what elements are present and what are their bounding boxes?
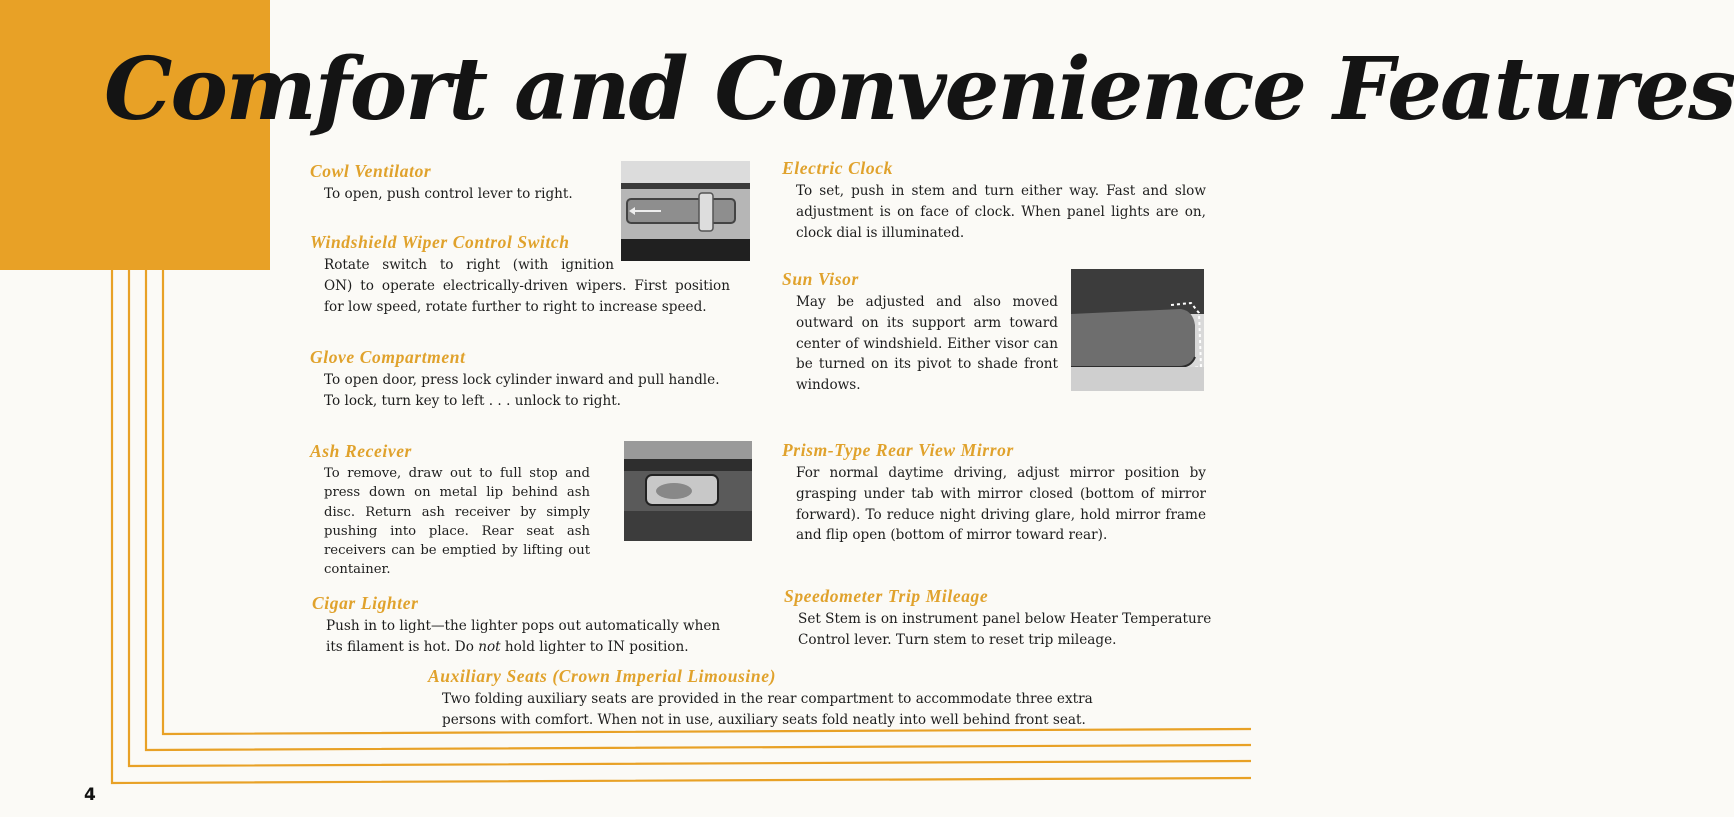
electric-clock-text: To set, push in stem and turn either way. Fast and slow adjustment is on face of clock. When panel lights are on, clock dial is illuminated. <box>796 183 1206 241</box>
section-auxiliary-seats <box>428 666 1103 731</box>
windshield-wiper-text-line2: ON) to operate electrically-driven wipers. First position for low speed, rotate further to right to increase speed. <box>324 277 730 315</box>
section-ash-receiver <box>310 441 590 580</box>
section-glove-compartment <box>310 347 735 412</box>
auxiliary-seats-text: Two folding auxiliary seats are provided in the rear compartment to accommodate three extra persons with comfort. When not in use, auxiliary seats fold neatly into well behind front seat. <box>442 691 1093 728</box>
page-title: Comfort and Convenience Features <box>104 39 1734 140</box>
section-electric-clock <box>782 158 1206 243</box>
glove-compartment-heading: Glove Compartment <box>310 347 466 367</box>
windshield-wiper-text-line1: Rotate switch to right (with ignition <box>324 257 614 273</box>
cigar-lighter-text-b: hold lighter to IN position. <box>500 638 689 655</box>
cigar-lighter-text-a: Push in to light—the lighter pops out automatically when its filament is hot. Do <box>326 618 721 655</box>
prism-mirror-text: For normal daytime driving, adjust mirror position by grasping under tab with mirror closed (bottom of mirror forward). To reduce night driving glare, hold mirror frame and flip open (bottom of mirror toward rear). <box>796 465 1206 544</box>
prism-mirror-heading: Prism-Type Rear View Mirror <box>782 440 1014 460</box>
electric-clock-heading: Electric Clock <box>782 158 893 178</box>
cigar-lighter-text <box>326 616 737 658</box>
sun-visor-photo <box>1071 269 1204 391</box>
section-prism-mirror <box>782 440 1206 546</box>
ash-receiver-text: To remove, draw out to full stop and press down on metal lip behind ash disc. Return ash receiver by simply pushing into place. Rear seat ash receivers can be emptied by lifting out container. <box>324 466 590 578</box>
cigar-lighter-heading: Cigar Lighter <box>312 593 419 613</box>
sun-visor-heading: Sun Visor <box>782 269 859 289</box>
glove-compartment-text: To open door, press lock cylinder inward and pull handle. To lock, turn key to left . . . unlock to right. <box>324 372 720 409</box>
auxiliary-seats-heading: Auxiliary Seats (Crown Imperial Limousine) <box>428 666 777 686</box>
sun-visor-text: May be adjusted and also moved outward on its support arm toward center of windshield. Either visor can be turned on its pivot to shade front windows. <box>796 294 1058 394</box>
section-sun-visor <box>782 269 1058 396</box>
windshield-wiper-heading: Windshield Wiper Control Switch <box>310 232 570 252</box>
cowl-ventilator-text: To open, push control lever to right. <box>324 186 573 202</box>
cigar-lighter-text-emph: not <box>478 638 501 655</box>
speedometer-trip-heading: Speedometer Trip Mileage <box>784 586 989 606</box>
section-cigar-lighter <box>312 593 737 658</box>
ash-receiver-heading: Ash Receiver <box>310 441 412 461</box>
section-windshield-wiper <box>310 232 732 317</box>
cowl-ventilator-heading: Cowl Ventilator <box>310 161 432 181</box>
ash-receiver-photo <box>624 441 752 541</box>
section-speedometer-trip <box>784 586 1214 651</box>
section-cowl-ventilator <box>310 161 620 205</box>
speedometer-trip-text: Set Stem is on instrument panel below Heater Temperature Control lever. Turn stem to reset trip mileage. <box>798 611 1212 648</box>
page-number: 4 <box>84 785 96 805</box>
